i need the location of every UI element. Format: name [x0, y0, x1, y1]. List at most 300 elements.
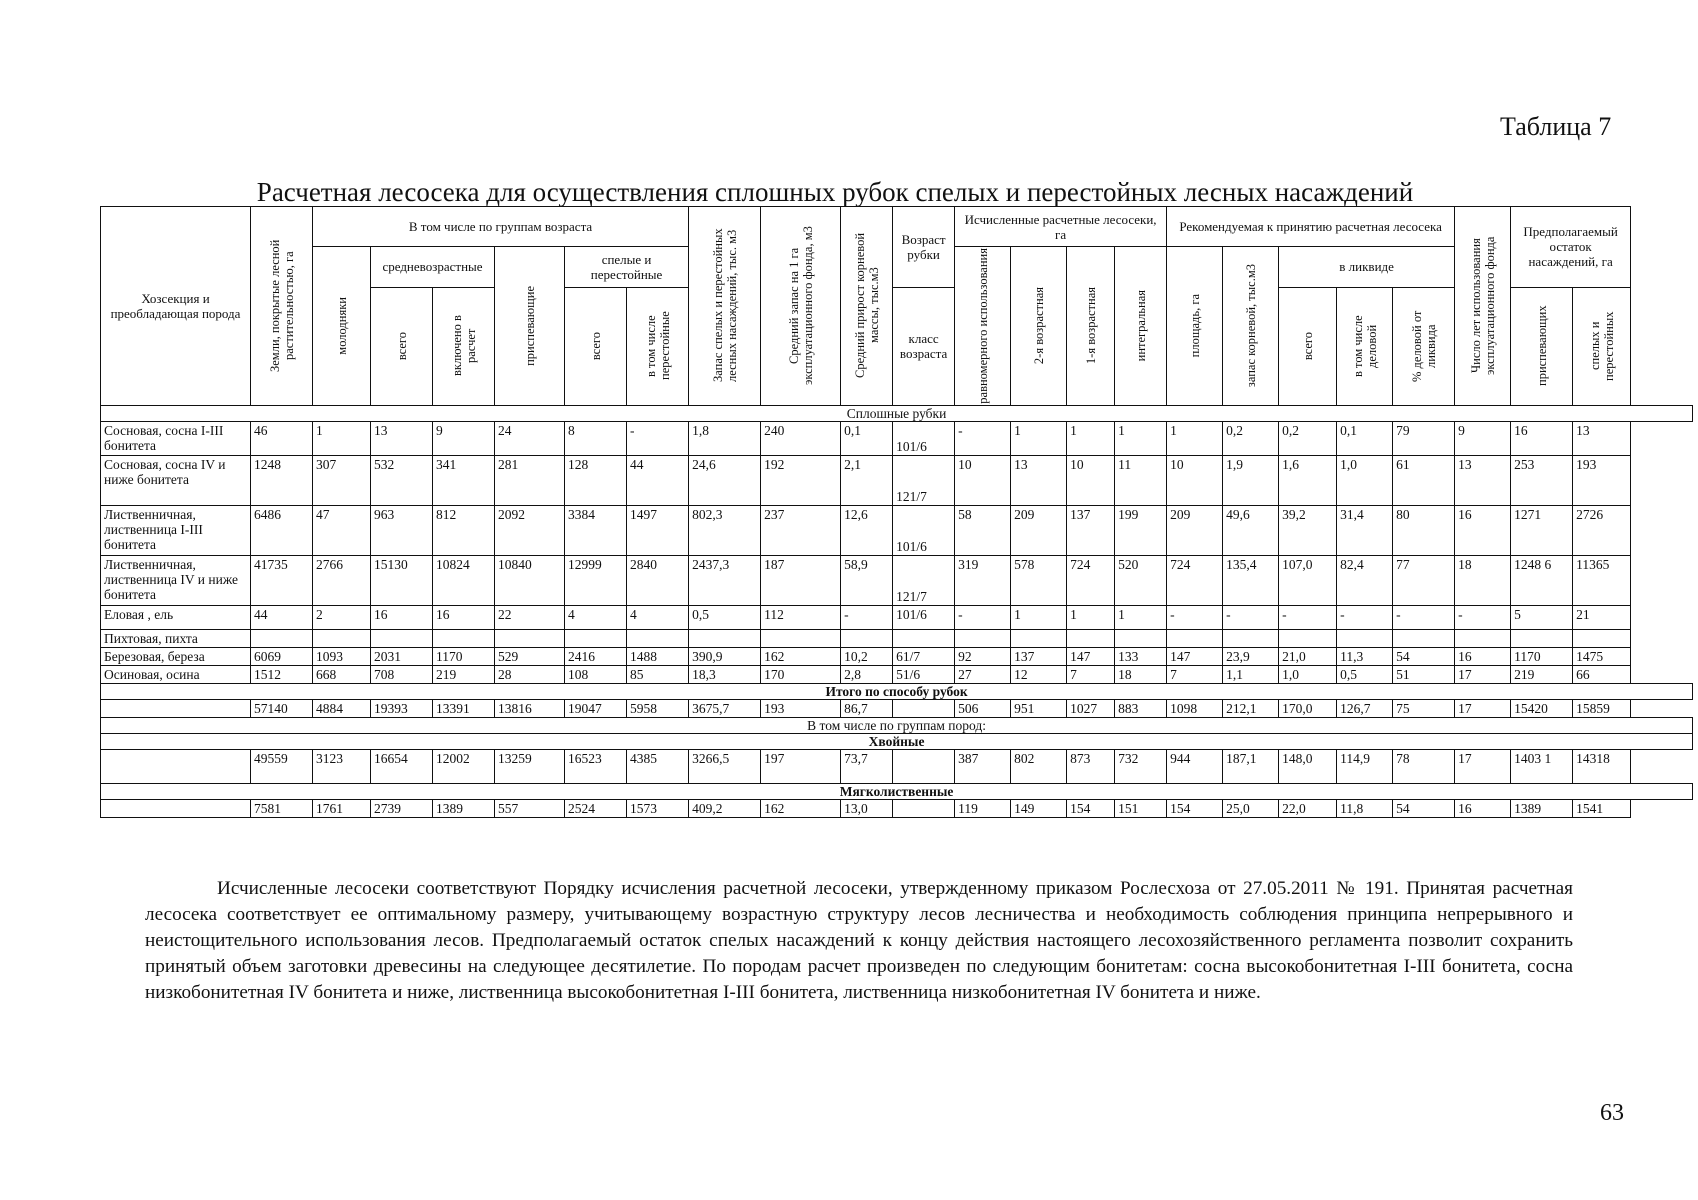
cell-avg-stock: 240 — [761, 421, 841, 455]
cell-years: 16 — [1455, 799, 1511, 817]
cell-root-stock: 23,9 — [1223, 647, 1279, 665]
cell-growth — [841, 629, 893, 647]
cell-pct: - — [1393, 605, 1455, 629]
cell-young: 668 — [313, 665, 371, 683]
cell-growth: 86,7 — [841, 699, 893, 717]
cell-area: 209 — [1167, 505, 1223, 555]
cell-growth: 2,8 — [841, 665, 893, 683]
cell-uniform: - — [955, 421, 1011, 455]
section-clear-cuts: Сплошные рубки — [101, 405, 1693, 421]
cell-lands: 7581 — [251, 799, 313, 817]
row-name: Лиственничная, лиственница IV и ниже бонитета — [101, 555, 251, 605]
cell-second: 802 — [1011, 749, 1067, 783]
cell-middle-included: 812 — [433, 505, 495, 555]
cell-stock: 0,5 — [689, 605, 761, 629]
cell-root-stock: 135,4 — [1223, 555, 1279, 605]
row-name: Сосновая, сосна I-III бонитета — [101, 421, 251, 455]
cell-age: 51/6 — [893, 665, 955, 683]
cell-area: 1098 — [1167, 699, 1223, 717]
cell-rem-premature: 1271 — [1511, 505, 1573, 555]
cell-liquid-business — [1337, 629, 1393, 647]
cell-overmature: 5958 — [627, 699, 689, 717]
cell-lands: 44 — [251, 605, 313, 629]
cell-rem-mature: 2726 — [1573, 505, 1631, 555]
cell-rem-mature: 1541 — [1573, 799, 1631, 817]
cell-rem-mature — [1573, 629, 1631, 647]
col-uniform — [955, 247, 1011, 406]
cell-liquid-total: 107,0 — [1279, 555, 1337, 605]
cell-mature-total: 128 — [565, 455, 627, 505]
cell-pct — [1393, 629, 1455, 647]
cell-middle-total: 16 — [371, 605, 433, 629]
cell-premature: 13259 — [495, 749, 565, 783]
cell-years: 9 — [1455, 421, 1511, 455]
cell-integral: 883 — [1115, 699, 1167, 717]
col-root-stock — [1223, 247, 1279, 406]
cell-premature — [495, 629, 565, 647]
cell-area — [1167, 629, 1223, 647]
cell-liquid-business: 11,3 — [1337, 647, 1393, 665]
cell-rem-premature: 1389 — [1511, 799, 1573, 817]
cell-root-stock: 212,1 — [1223, 699, 1279, 717]
col-young — [313, 247, 371, 406]
cell-integral: 151 — [1115, 799, 1167, 817]
cell-young: 2766 — [313, 555, 371, 605]
cell-mature-total: 108 — [565, 665, 627, 683]
cell-first: 1 — [1067, 605, 1115, 629]
col-first-age-label: 1-я возрастная — [1083, 287, 1098, 365]
cell-root-stock — [1223, 629, 1279, 647]
cell-mature-total: 3384 — [565, 505, 627, 555]
col-middle-total — [371, 287, 433, 405]
cell-root-stock: 0,2 — [1223, 421, 1279, 455]
cell-rem-mature: 11365 — [1573, 555, 1631, 605]
cell-mature-total: 12999 — [565, 555, 627, 605]
cell-middle-total: 13 — [371, 421, 433, 455]
cell-liquid-total: 0,2 — [1279, 421, 1337, 455]
cell-integral: 18 — [1115, 665, 1167, 683]
cell-rem-premature: 15420 — [1511, 699, 1573, 717]
cell-pct: 80 — [1393, 505, 1455, 555]
cell-pct: 75 — [1393, 699, 1455, 717]
cell-age — [893, 699, 955, 717]
cell-stock — [689, 629, 761, 647]
cell-young: 3123 — [313, 749, 371, 783]
cell-pct: 77 — [1393, 555, 1455, 605]
cell-second: 578 — [1011, 555, 1067, 605]
allowable-cut-table — [100, 206, 1693, 818]
col-root-stock-label: запас корневой, тыс.м3 — [1243, 264, 1258, 388]
cell-stock: 1,8 — [689, 421, 761, 455]
cell-first — [1067, 629, 1115, 647]
col-second-age-label: 2-я возрастная — [1031, 287, 1046, 365]
col-avg-growth-label: Средний прирост корневой массы, тыс.м3 — [852, 233, 881, 379]
col-avg-growth — [841, 207, 893, 406]
cell-root-stock: 25,0 — [1223, 799, 1279, 817]
cell-middle-total: 708 — [371, 665, 433, 683]
col-integral — [1115, 247, 1167, 406]
col-middle-aged: средневозрастные — [371, 247, 495, 288]
cell-young: 2 — [313, 605, 371, 629]
cell-middle-total: 15130 — [371, 555, 433, 605]
cell-young: 1093 — [313, 647, 371, 665]
cell-avg-stock: 170 — [761, 665, 841, 683]
cell-area: 7 — [1167, 665, 1223, 683]
cell-liquid-business: 0,1 — [1337, 421, 1393, 455]
cell-years: 16 — [1455, 505, 1511, 555]
cell-lands: 1512 — [251, 665, 313, 683]
cell-premature: 22 — [495, 605, 565, 629]
cell-integral — [1115, 629, 1167, 647]
cell-middle-total: 19393 — [371, 699, 433, 717]
cell-middle-total: 2031 — [371, 647, 433, 665]
cell-young: 307 — [313, 455, 371, 505]
cell-rem-premature: 1403 1 — [1511, 749, 1573, 783]
cell-rem-premature: 1248 6 — [1511, 555, 1573, 605]
cell-overmature: 1573 — [627, 799, 689, 817]
cell-stock: 3266,5 — [689, 749, 761, 783]
cell-age: 101/6 — [893, 505, 955, 555]
cell-lands: 46 — [251, 421, 313, 455]
cell-lands: 6069 — [251, 647, 313, 665]
cell-stock: 2437,3 — [689, 555, 761, 605]
cell-first: 1 — [1067, 421, 1115, 455]
cell-avg-stock: 112 — [761, 605, 841, 629]
cell-years: - — [1455, 605, 1511, 629]
col-rem-premature — [1511, 287, 1573, 405]
cell-middle-included: 1170 — [433, 647, 495, 665]
cell-liquid-business: 114,9 — [1337, 749, 1393, 783]
cell-avg-stock: 237 — [761, 505, 841, 555]
cell-middle-included: 341 — [433, 455, 495, 505]
col-avg-stock-label: Средний запас на 1 га эксплуатационного фонда, м3 — [786, 226, 815, 386]
col-overmature — [627, 287, 689, 405]
cell-years: 17 — [1455, 665, 1511, 683]
cell-growth: 12,6 — [841, 505, 893, 555]
cell-stock: 3675,7 — [689, 699, 761, 717]
footnote-text — [145, 876, 1573, 1006]
cell-area: 10 — [1167, 455, 1223, 505]
row-name: Сосновая, сосна IV и ниже бонитета — [101, 455, 251, 505]
col-avg-stock — [761, 207, 841, 406]
cell-liquid-business: - — [1337, 605, 1393, 629]
col-mature-overmature: спелые и перестойные — [565, 247, 689, 288]
col-rem-mature — [1573, 287, 1631, 405]
cell-lands: 6486 — [251, 505, 313, 555]
cell-pct: 54 — [1393, 799, 1455, 817]
cell-mature-total: 2416 — [565, 647, 627, 665]
cell-root-stock: 187,1 — [1223, 749, 1279, 783]
row-name — [101, 699, 251, 717]
cell-middle-included: 12002 — [433, 749, 495, 783]
cell-first: 724 — [1067, 555, 1115, 605]
cell-premature: 10840 — [495, 555, 565, 605]
cell-lands — [251, 629, 313, 647]
cell-young: 1 — [313, 421, 371, 455]
cell-avg-stock: 162 — [761, 799, 841, 817]
cell-second: 1 — [1011, 421, 1067, 455]
col-lands — [251, 207, 313, 406]
col-uniform-label: равномерного использования — [975, 248, 990, 404]
table-title: Расчетная лесосека для осуществления сплошных рубок спелых и перестойных лесных насаждений — [256, 177, 1414, 207]
cell-rem-premature: 1170 — [1511, 647, 1573, 665]
row-name: Лиственничная, лиственница I-III бонитета — [101, 505, 251, 555]
col-middle-included-label: включено в расчет — [449, 315, 478, 377]
page-number: 63 — [1600, 1100, 1624, 1126]
cell-liquid-total: 148,0 — [1279, 749, 1337, 783]
cell-middle-included: 16 — [433, 605, 495, 629]
cell-years: 18 — [1455, 555, 1511, 605]
cell-overmature: 4385 — [627, 749, 689, 783]
col-liquid-total — [1279, 287, 1337, 405]
col-remainder: Предполагаемый остаток насаждений, га — [1511, 207, 1631, 288]
cell-pct: 51 — [1393, 665, 1455, 683]
cell-uniform: 27 — [955, 665, 1011, 683]
cell-growth: 13,0 — [841, 799, 893, 817]
cell-area: - — [1167, 605, 1223, 629]
col-age-class: класс возраста — [893, 287, 955, 405]
cell-first: 10 — [1067, 455, 1115, 505]
cell-stock: 390,9 — [689, 647, 761, 665]
cell-area: 147 — [1167, 647, 1223, 665]
section-conifers: Хвойные — [101, 733, 1693, 749]
cell-second: 149 — [1011, 799, 1067, 817]
col-liquid: в ликвиде — [1279, 247, 1455, 288]
cell-liquid-total: 1,6 — [1279, 455, 1337, 505]
cell-root-stock: 49,6 — [1223, 505, 1279, 555]
cell-age: 101/6 — [893, 605, 955, 629]
cell-uniform — [955, 629, 1011, 647]
col-second-age — [1011, 247, 1067, 406]
cell-integral: 133 — [1115, 647, 1167, 665]
cell-mature-total: 16523 — [565, 749, 627, 783]
cell-second — [1011, 629, 1067, 647]
cell-stock: 802,3 — [689, 505, 761, 555]
col-years-usage-label: Число лет использования эксплуатационного фонда — [1468, 236, 1497, 376]
cell-liquid-total: - — [1279, 605, 1337, 629]
cell-middle-included: 1389 — [433, 799, 495, 817]
cell-middle-total: 963 — [371, 505, 433, 555]
cell-middle-total: 16654 — [371, 749, 433, 783]
cell-middle-total: 2739 — [371, 799, 433, 817]
cell-liquid-total — [1279, 629, 1337, 647]
row-name: Еловая , ель — [101, 605, 251, 629]
cell-avg-stock: 197 — [761, 749, 841, 783]
cell-middle-total — [371, 629, 433, 647]
cell-integral: 199 — [1115, 505, 1167, 555]
cell-liquid-business: 11,8 — [1337, 799, 1393, 817]
cell-uniform: 58 — [955, 505, 1011, 555]
cell-mature-total: 8 — [565, 421, 627, 455]
cell-young: 4884 — [313, 699, 371, 717]
cell-middle-total: 532 — [371, 455, 433, 505]
col-premature-label: приспевающие — [522, 285, 537, 366]
cell-rem-mature: 13 — [1573, 421, 1631, 455]
cell-second: 951 — [1011, 699, 1067, 717]
row-name — [101, 749, 251, 783]
cell-liquid-business: 82,4 — [1337, 555, 1393, 605]
cell-second: 209 — [1011, 505, 1067, 555]
cell-middle-included — [433, 629, 495, 647]
section-soft-deciduous: Мягколиственные — [101, 783, 1693, 799]
cell-rem-premature: 253 — [1511, 455, 1573, 505]
cell-integral: 520 — [1115, 555, 1167, 605]
cell-liquid-total: 170,0 — [1279, 699, 1337, 717]
cell-growth: 2,1 — [841, 455, 893, 505]
cell-overmature: 44 — [627, 455, 689, 505]
cell-second: 13 — [1011, 455, 1067, 505]
cell-age — [893, 629, 955, 647]
cell-uniform: 119 — [955, 799, 1011, 817]
cell-area: 724 — [1167, 555, 1223, 605]
cell-age: 121/7 — [893, 455, 955, 505]
cell-premature: 2092 — [495, 505, 565, 555]
cell-liquid-business: 126,7 — [1337, 699, 1393, 717]
cell-rem-premature — [1511, 629, 1573, 647]
col-rem-mature-label: спелых и перестойных — [1587, 311, 1616, 381]
cell-pct: 79 — [1393, 421, 1455, 455]
cell-lands: 1248 — [251, 455, 313, 505]
cell-young — [313, 629, 371, 647]
cell-rem-mature: 15859 — [1573, 699, 1631, 717]
cell-stock: 24,6 — [689, 455, 761, 505]
cell-middle-included: 9 — [433, 421, 495, 455]
cell-rem-premature: 5 — [1511, 605, 1573, 629]
cell-overmature: 85 — [627, 665, 689, 683]
cell-avg-stock — [761, 629, 841, 647]
cell-growth: 0,1 — [841, 421, 893, 455]
cell-growth: 73,7 — [841, 749, 893, 783]
cell-lands: 49559 — [251, 749, 313, 783]
cell-premature: 529 — [495, 647, 565, 665]
cell-overmature: - — [627, 421, 689, 455]
section-total-by-method: Итого по способу рубок — [101, 683, 1693, 699]
col-first-age — [1067, 247, 1115, 406]
col-liquid-business — [1337, 287, 1393, 405]
cell-first: 1027 — [1067, 699, 1115, 717]
col-premature — [495, 247, 565, 406]
cell-overmature: 2840 — [627, 555, 689, 605]
cell-integral: 732 — [1115, 749, 1167, 783]
cell-years — [1455, 629, 1511, 647]
cell-rem-premature: 16 — [1511, 421, 1573, 455]
col-stock-mature — [689, 207, 761, 406]
cell-mature-total: 2524 — [565, 799, 627, 817]
cell-premature: 281 — [495, 455, 565, 505]
row-name: Осиновая, осина — [101, 665, 251, 683]
cell-pct: 61 — [1393, 455, 1455, 505]
cell-young: 47 — [313, 505, 371, 555]
cell-integral: 11 — [1115, 455, 1167, 505]
cell-second: 1 — [1011, 605, 1067, 629]
cell-first: 137 — [1067, 505, 1115, 555]
cell-second: 12 — [1011, 665, 1067, 683]
cell-middle-included: 219 — [433, 665, 495, 683]
cell-growth: 10,2 — [841, 647, 893, 665]
cell-first: 154 — [1067, 799, 1115, 817]
col-integral-label: интегральная — [1133, 290, 1148, 362]
cell-age: 101/6 — [893, 421, 955, 455]
cell-liquid-total: 21,0 — [1279, 647, 1337, 665]
col-business-pct — [1393, 287, 1455, 405]
footnote-paragraph: Исчисленные лесосеки соответствуют Порядку исчисления расчетной лесосеки, утвержденному приказом Рослесхоза от 27.05.2011 № 191. Принятая расчетная лесосека соответствует ее оптимальному размеру, учитывающему возрастную структуру лесов лесничества и необходимость соблюдения принципа непрерывного и неистощительного использования лесов. Предполагаемый остаток спелых насаждений к концу действия настоящего лесохозяйственного регламента позволит сохранить принятый объем заготовки древесины на следующее десятилетие. По породам расчет произведен по следующим бонитетам: сосна высокобонитетная I-III бонитета, сосна низкобонитетная IV бонитета и ниже, лиственница высокобонитетная I-III бонитета, лиственница низкобонитетная IV бонитета и ниже. — [145, 878, 1573, 1003]
cell-mature-total: 4 — [565, 605, 627, 629]
cell-first: 7 — [1067, 665, 1115, 683]
cell-overmature: 1488 — [627, 647, 689, 665]
cell-liquid-business: 0,5 — [1337, 665, 1393, 683]
cell-second: 137 — [1011, 647, 1067, 665]
cell-pct: 78 — [1393, 749, 1455, 783]
cell-lands: 57140 — [251, 699, 313, 717]
cell-age — [893, 799, 955, 817]
cell-middle-included: 10824 — [433, 555, 495, 605]
cell-uniform: - — [955, 605, 1011, 629]
col-liquid-total-label: всего — [1300, 332, 1315, 361]
col-young-label: молодняки — [334, 297, 349, 355]
cell-years: 13 — [1455, 455, 1511, 505]
cell-age — [893, 749, 955, 783]
cell-root-stock: - — [1223, 605, 1279, 629]
cell-integral: 1 — [1115, 421, 1167, 455]
col-lands-label: Земли, покрытые лесной растительностью, га — [267, 239, 296, 373]
col-stock-mature-label: Запас спелых и перестойных лесных насаждений, тыс. м3 — [710, 229, 739, 383]
cell-avg-stock: 192 — [761, 455, 841, 505]
cell-liquid-total: 39,2 — [1279, 505, 1337, 555]
cell-liquid-total: 22,0 — [1279, 799, 1337, 817]
col-mature-total-label: всего — [588, 332, 603, 361]
row-name — [101, 799, 251, 817]
col-mature-total — [565, 287, 627, 405]
cell-uniform: 387 — [955, 749, 1011, 783]
cell-premature: 24 — [495, 421, 565, 455]
cell-rem-mature: 21 — [1573, 605, 1631, 629]
cell-uniform: 319 — [955, 555, 1011, 605]
cell-rem-premature: 219 — [1511, 665, 1573, 683]
cell-area: 154 — [1167, 799, 1223, 817]
cell-integral: 1 — [1115, 605, 1167, 629]
cell-years: 17 — [1455, 749, 1511, 783]
cell-overmature: 4 — [627, 605, 689, 629]
col-by-age-groups: В том числе по группам возраста — [313, 207, 689, 247]
cell-avg-stock: 187 — [761, 555, 841, 605]
cell-mature-total: 19047 — [565, 699, 627, 717]
row-name: Березовая, береза — [101, 647, 251, 665]
col-years-usage — [1455, 207, 1511, 406]
col-rem-premature-label: приспевающих — [1534, 305, 1549, 387]
cell-premature: 13816 — [495, 699, 565, 717]
row-name: Пихтовая, пихта — [101, 629, 251, 647]
col-hozsection: Хозсекция и преобладающая порода — [101, 207, 251, 406]
cell-uniform: 10 — [955, 455, 1011, 505]
cell-liquid-business: 31,4 — [1337, 505, 1393, 555]
col-middle-total-label: всего — [394, 332, 409, 361]
cell-root-stock: 1,1 — [1223, 665, 1279, 683]
cell-rem-mature: 193 — [1573, 455, 1631, 505]
col-calculated: Исчисленные расчетные лесосеки, га — [955, 207, 1167, 247]
cell-uniform: 506 — [955, 699, 1011, 717]
cell-avg-stock: 162 — [761, 647, 841, 665]
table-number: Таблица 7 — [1500, 112, 1612, 141]
cell-rem-mature: 14318 — [1573, 749, 1631, 783]
cell-age: 61/7 — [893, 647, 955, 665]
cell-middle-included: 13391 — [433, 699, 495, 717]
cell-first: 873 — [1067, 749, 1115, 783]
cell-uniform: 92 — [955, 647, 1011, 665]
cell-liquid-business: 1,0 — [1337, 455, 1393, 505]
cell-premature: 28 — [495, 665, 565, 683]
cell-area: 944 — [1167, 749, 1223, 783]
cell-pct: 54 — [1393, 647, 1455, 665]
